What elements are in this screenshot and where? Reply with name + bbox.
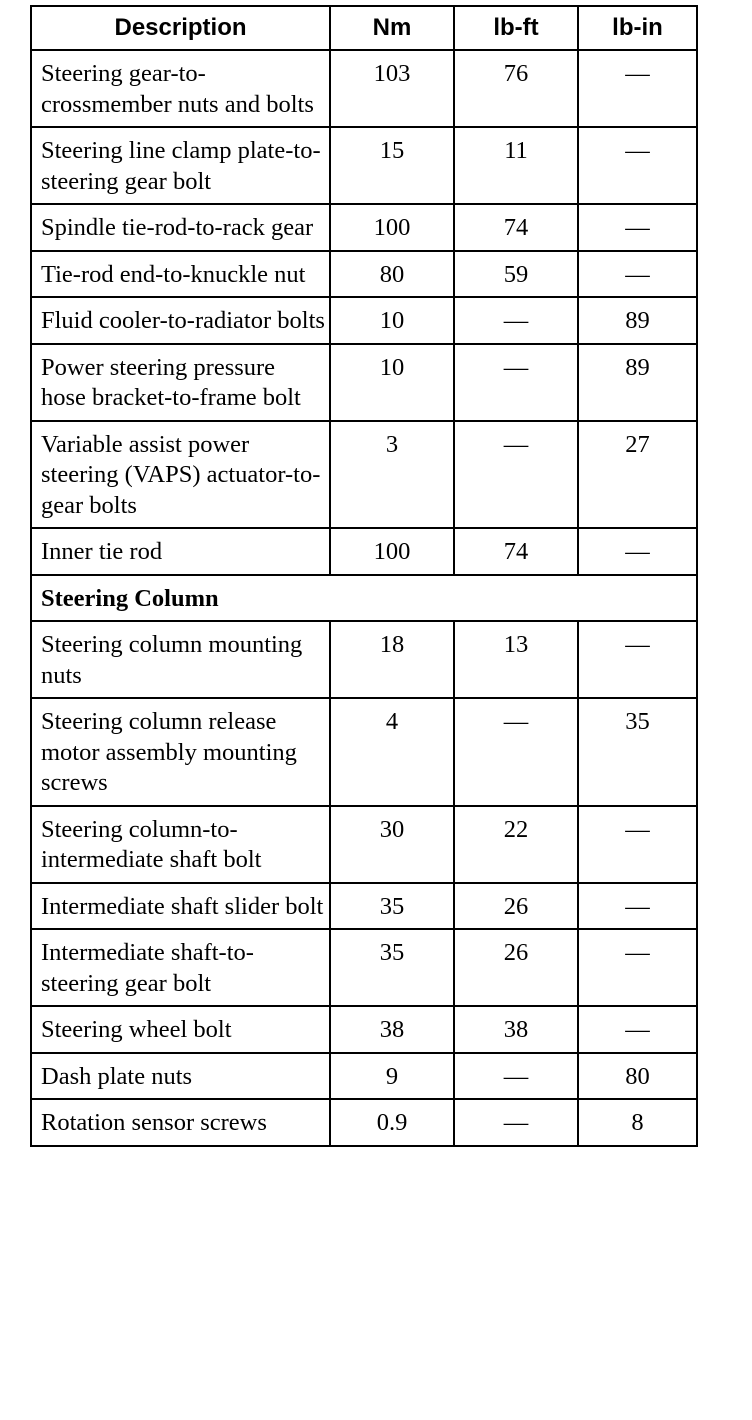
row-lbin: — — [578, 806, 697, 883]
row-nm: 35 — [330, 883, 454, 930]
row-lbin: 8 — [578, 1099, 697, 1146]
row-lbft: — — [454, 698, 578, 806]
row-lbft: 26 — [454, 929, 578, 1006]
row-lbin: — — [578, 621, 697, 698]
header-lbft: lb-ft — [454, 6, 578, 50]
row-lbin: — — [578, 127, 697, 204]
row-description: Rotation sensor screws — [31, 1099, 330, 1146]
row-nm: 100 — [330, 204, 454, 251]
table-row — [31, 1099, 697, 1146]
row-description: Tie-rod end-to-knuckle nut — [31, 251, 330, 298]
row-description: Steering wheel bolt — [31, 1006, 330, 1053]
row-description: Steering line clamp plate-to-steering gear bolt — [31, 127, 330, 204]
row-nm: 35 — [330, 929, 454, 1006]
table-row — [31, 621, 697, 698]
header-lbin: lb-in — [578, 6, 697, 50]
header-row — [31, 6, 697, 50]
row-lbin: 80 — [578, 1053, 697, 1100]
row-nm: 30 — [330, 806, 454, 883]
row-nm: 9 — [330, 1053, 454, 1100]
row-lbft: — — [454, 344, 578, 421]
row-lbft: 11 — [454, 127, 578, 204]
row-description: Steering gear-to-crossmember nuts and bolts — [31, 50, 330, 127]
table-row — [31, 883, 697, 930]
header-description: Description — [31, 6, 330, 50]
row-nm: 18 — [330, 621, 454, 698]
row-lbft: 59 — [454, 251, 578, 298]
table-row — [31, 50, 697, 127]
row-description: Power steering pressure hose bracket-to-frame bolt — [31, 344, 330, 421]
row-lbft: 26 — [454, 883, 578, 930]
table-row — [31, 421, 697, 529]
row-lbft: — — [454, 1053, 578, 1100]
row-description: Steering column-to-intermediate shaft bolt — [31, 806, 330, 883]
row-nm: 103 — [330, 50, 454, 127]
row-lbin: — — [578, 1006, 697, 1053]
row-nm: 80 — [330, 251, 454, 298]
table-row — [31, 806, 697, 883]
row-description: Intermediate shaft-to-steering gear bolt — [31, 929, 330, 1006]
header-nm: Nm — [330, 6, 454, 50]
row-lbin: — — [578, 50, 697, 127]
row-lbft: 22 — [454, 806, 578, 883]
table-row — [31, 344, 697, 421]
row-description: Dash plate nuts — [31, 1053, 330, 1100]
row-lbft: 13 — [454, 621, 578, 698]
row-lbin: — — [578, 883, 697, 930]
row-nm: 4 — [330, 698, 454, 806]
row-nm: 100 — [330, 528, 454, 575]
row-description: Inner tie rod — [31, 528, 330, 575]
row-description: Spindle tie-rod-to-rack gear — [31, 204, 330, 251]
row-lbft: — — [454, 1099, 578, 1146]
table-row — [31, 297, 697, 344]
row-description: Fluid cooler-to-radiator bolts — [31, 297, 330, 344]
table-row — [31, 204, 697, 251]
row-lbin: — — [578, 204, 697, 251]
table-row — [31, 127, 697, 204]
row-description: Steering column mounting nuts — [31, 621, 330, 698]
row-description: Intermediate shaft slider bolt — [31, 883, 330, 930]
row-nm: 38 — [330, 1006, 454, 1053]
row-lbin: 35 — [578, 698, 697, 806]
row-nm: 10 — [330, 297, 454, 344]
torque-spec-table — [30, 5, 698, 1147]
row-lbft: 38 — [454, 1006, 578, 1053]
table-row — [31, 929, 697, 1006]
table-row — [31, 698, 697, 806]
row-lbin: 89 — [578, 344, 697, 421]
row-lbin: — — [578, 251, 697, 298]
row-nm: 0.9 — [330, 1099, 454, 1146]
row-lbin: — — [578, 528, 697, 575]
row-lbft: — — [454, 421, 578, 529]
row-lbin: 89 — [578, 297, 697, 344]
row-lbin: — — [578, 929, 697, 1006]
table-row — [31, 1006, 697, 1053]
row-lbft: 74 — [454, 204, 578, 251]
section-title: Steering Column — [31, 575, 697, 622]
table-row — [31, 251, 697, 298]
table-row — [31, 528, 697, 575]
row-lbft: 74 — [454, 528, 578, 575]
row-lbin: 27 — [578, 421, 697, 529]
row-description: Steering column release motor assembly mounting screws — [31, 698, 330, 806]
row-nm: 10 — [330, 344, 454, 421]
row-description: Variable assist power steering (VAPS) actuator-to-gear bolts — [31, 421, 330, 529]
section-row — [31, 575, 697, 622]
table-row — [31, 1053, 697, 1100]
row-lbft: 76 — [454, 50, 578, 127]
row-nm: 15 — [330, 127, 454, 204]
row-nm: 3 — [330, 421, 454, 529]
row-lbft: — — [454, 297, 578, 344]
